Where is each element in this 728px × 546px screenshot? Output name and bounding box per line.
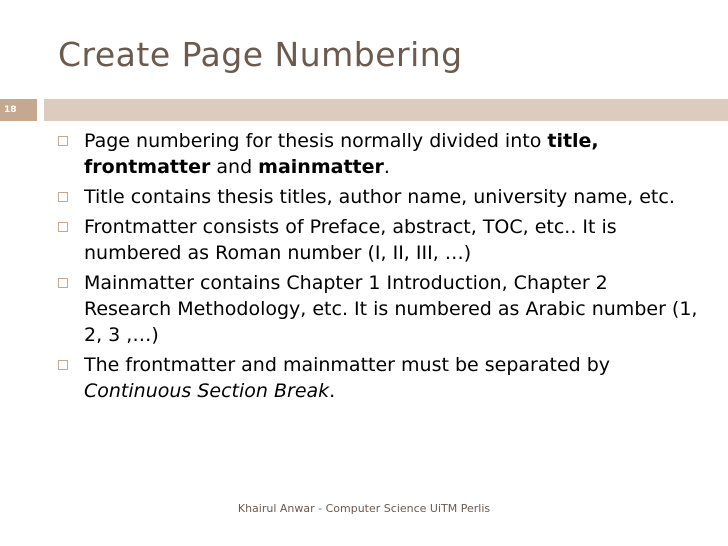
slide-title: Create Page Numbering: [58, 35, 463, 74]
bullet-item: [58, 184, 698, 210]
bullet-text: The frontmatter and mainmatter must be separated by: [84, 354, 611, 376]
bullet-bold: frontmatter: [84, 156, 211, 178]
bullet-bold: mainmatter: [258, 156, 384, 178]
bullet-item: [58, 128, 698, 180]
bullet-text: .: [329, 380, 336, 402]
bullet-text: Title contains thesis titles, author name, university name, etc.: [84, 186, 675, 208]
header-divider-bar: [44, 99, 728, 121]
bullet-text: Frontmatter consists of Preface, abstract, TOC, etc.. It is numbered as Roman number (I, II, III, …): [84, 216, 617, 264]
bullet-bold: title,: [547, 130, 599, 152]
bullet-square-icon: [58, 136, 68, 146]
bullet-text: Mainmatter contains Chapter 1 Introduction, Chapter 2 Research Methodology, etc. It is numbered as Arabic number (1, 2, 3 ,…): [84, 272, 698, 346]
bullet-item: [58, 214, 698, 266]
bullet-text: Page numbering for thesis normally divided into: [84, 130, 548, 152]
bullet-text: and: [210, 156, 259, 178]
bullet-item: [58, 270, 698, 348]
bullet-square-icon: [58, 278, 68, 288]
bullet-text: .: [383, 156, 390, 178]
bullet-italic: Continuous Section Break: [84, 380, 330, 402]
bullet-square-icon: [58, 192, 68, 202]
bullet-item: [58, 352, 698, 404]
bullet-square-icon: [58, 360, 68, 370]
slide-number: 18: [4, 105, 17, 115]
slide-footer: Khairul Anwar - Computer Science UiTM Perlis: [237, 502, 491, 515]
bullet-square-icon: [58, 222, 68, 232]
bullet-list: [58, 128, 698, 408]
